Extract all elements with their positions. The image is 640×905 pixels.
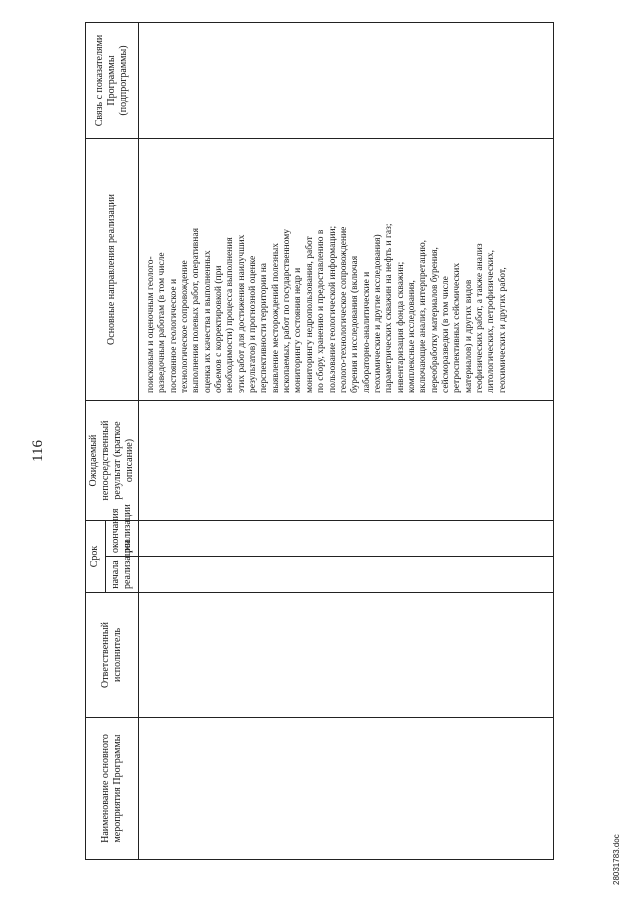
directions-line: мониторингу состояния недр и <box>293 267 304 393</box>
directions-line: по сбору, хранению и предоставлению в <box>316 229 327 393</box>
header-term: Срок <box>86 521 106 593</box>
directions-line: геофизических работ, а также анализ <box>474 243 485 393</box>
directions-line: выявление месторождений полезных <box>270 242 281 393</box>
directions-line: включающие анализ, интерпретацию, <box>418 239 429 393</box>
directions-line: параметрических скважин на нефть и газ; <box>384 223 395 393</box>
directions-line: инвентаризация фонда скважин; <box>395 261 406 393</box>
directions-line: геолого-технологическое сопровождение <box>338 226 349 393</box>
directions-line: пользование геологической информации; <box>327 225 338 393</box>
directions-line: материалов) и других видов <box>463 279 474 393</box>
directions-line: литологических, петрофизических, <box>486 249 497 393</box>
directions-line: технологическое сопровождение <box>180 260 191 393</box>
document-filename: 28031783.doc <box>612 834 621 885</box>
directions-line: постоянное геологическое и <box>168 278 179 393</box>
directions-line: поисковым и оценочным геолого- <box>146 256 156 393</box>
cell-program-link <box>139 23 554 139</box>
directions-line: этих работ для достижения наилучших <box>236 234 247 393</box>
cell-main-directions <box>139 139 554 401</box>
header-term-end: окончания реализации <box>105 521 138 557</box>
header-responsible: Ответственный исполнитель <box>86 593 139 718</box>
header-term-start: начала реализации <box>105 557 138 593</box>
header-program-link: Связь с показателями Программы (подпрограммы) <box>86 23 139 139</box>
directions-line: геохимические и другие исследования) <box>372 234 383 393</box>
directions-line: ископаемых, работ по государственному <box>282 229 293 393</box>
directions-line: разведочным работам (в том числе <box>157 252 168 393</box>
directions-line: мониторингу недропользования, работ <box>304 236 315 393</box>
directions-line: ретроспективных сейсмических <box>452 262 463 393</box>
page-number: 116 <box>30 440 46 462</box>
header-row-1 <box>86 23 106 860</box>
cell-measure-name <box>139 718 554 860</box>
directions-line: оценка их качества и выполненных <box>202 250 213 393</box>
directions-line: комплексные исследования, <box>406 280 417 393</box>
header-main-directions: Основные направления реализации <box>86 139 139 401</box>
table-row <box>139 23 554 860</box>
measures-table <box>85 22 554 860</box>
directions-line: переобработку материалов бурения, <box>429 247 440 393</box>
directions-line: объемов с корректировкой (при <box>214 265 225 393</box>
directions-line: геохимических и других работ, <box>497 267 508 393</box>
directions-line: сейсморазведки (в том числе <box>440 276 451 393</box>
directions-line: выполнения полевых работ, оперативная <box>191 228 202 393</box>
directions-text <box>140 140 513 399</box>
cell-term-end <box>139 521 554 557</box>
directions-line: результатов) и прогнозной оценке <box>248 255 259 393</box>
cell-term-start <box>139 557 554 593</box>
directions-line: перспективности территории на <box>259 263 270 393</box>
header-expected-result: Ожидаемый непосредственный результат (краткое описание) <box>86 401 139 521</box>
header-measure-name: Наименование основного мероприятия Программы <box>86 718 139 860</box>
cell-responsible <box>139 593 554 718</box>
directions-line: бурения и исследования (включая <box>350 255 361 393</box>
cell-expected-result <box>139 401 554 521</box>
directions-line: необходимости) процесса выполнения <box>225 237 236 393</box>
directions-line: лабораторно-аналитические и <box>361 271 372 393</box>
